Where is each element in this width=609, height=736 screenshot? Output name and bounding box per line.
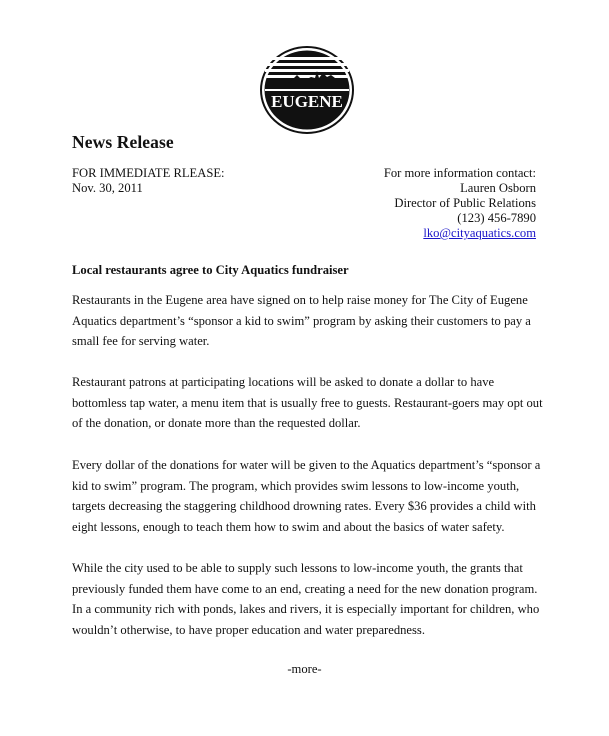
contact-phone: (123) 456-7890: [457, 211, 536, 225]
eugene-logo: [259, 45, 355, 135]
contact-info: [384, 166, 536, 241]
contact-heading: For more information contact:: [383, 166, 536, 180]
page-title: News Release: [72, 132, 174, 152]
headline: Local restaurants agree to City Aquatics fundraiser: [72, 263, 349, 277]
more-indicator: -more-: [287, 662, 322, 676]
contact-email-link[interactable]: lko@cityaquatics.com: [423, 226, 536, 240]
logo-text: EUGENE: [271, 92, 343, 111]
paragraph-4: While the city used to be able to supply such lessons to low-income youth, the grants that previously funded them have come to an end, creating a need for the new donation program. In a community rich with ponds, lakes and rivers, it is especially important for children, who wouldn’t otherwise, to have proper education and water preparedness.: [72, 561, 540, 637]
contact-role: Director of Public Relations: [394, 196, 536, 210]
paragraph-2: Restaurant patrons at participating locations will be asked to donate a dollar to have bottomless tap water, a menu item that is usually free to guests. Restaurant-goers may opt out of the donation, or donate more than the requested dollar.: [72, 375, 543, 430]
paragraph-1: Restaurants in the Eugene area have signed on to help raise money for The City of Eugene Aquatics department’s “sponsor a kid to swim” program by asking their customers to pay a small fee for serving water.: [72, 293, 531, 348]
release-label: FOR IMMEDIATE RLEASE:: [72, 166, 225, 180]
contact-name: Lauren Osborn: [460, 181, 536, 195]
release-date: Nov. 30, 2011: [72, 181, 143, 195]
paragraph-3: Every dollar of the donations for water will be given to the Aquatics department’s “sponsor a kid to swim” program. The program, which provides swim lessons to low-income youth, targets decreasing the staggering childhood drowning rates. Every $36 provides a child with eight lessons, enough to teach them how to swim and about the basics of water safety.: [72, 458, 541, 534]
release-info: [72, 166, 225, 196]
